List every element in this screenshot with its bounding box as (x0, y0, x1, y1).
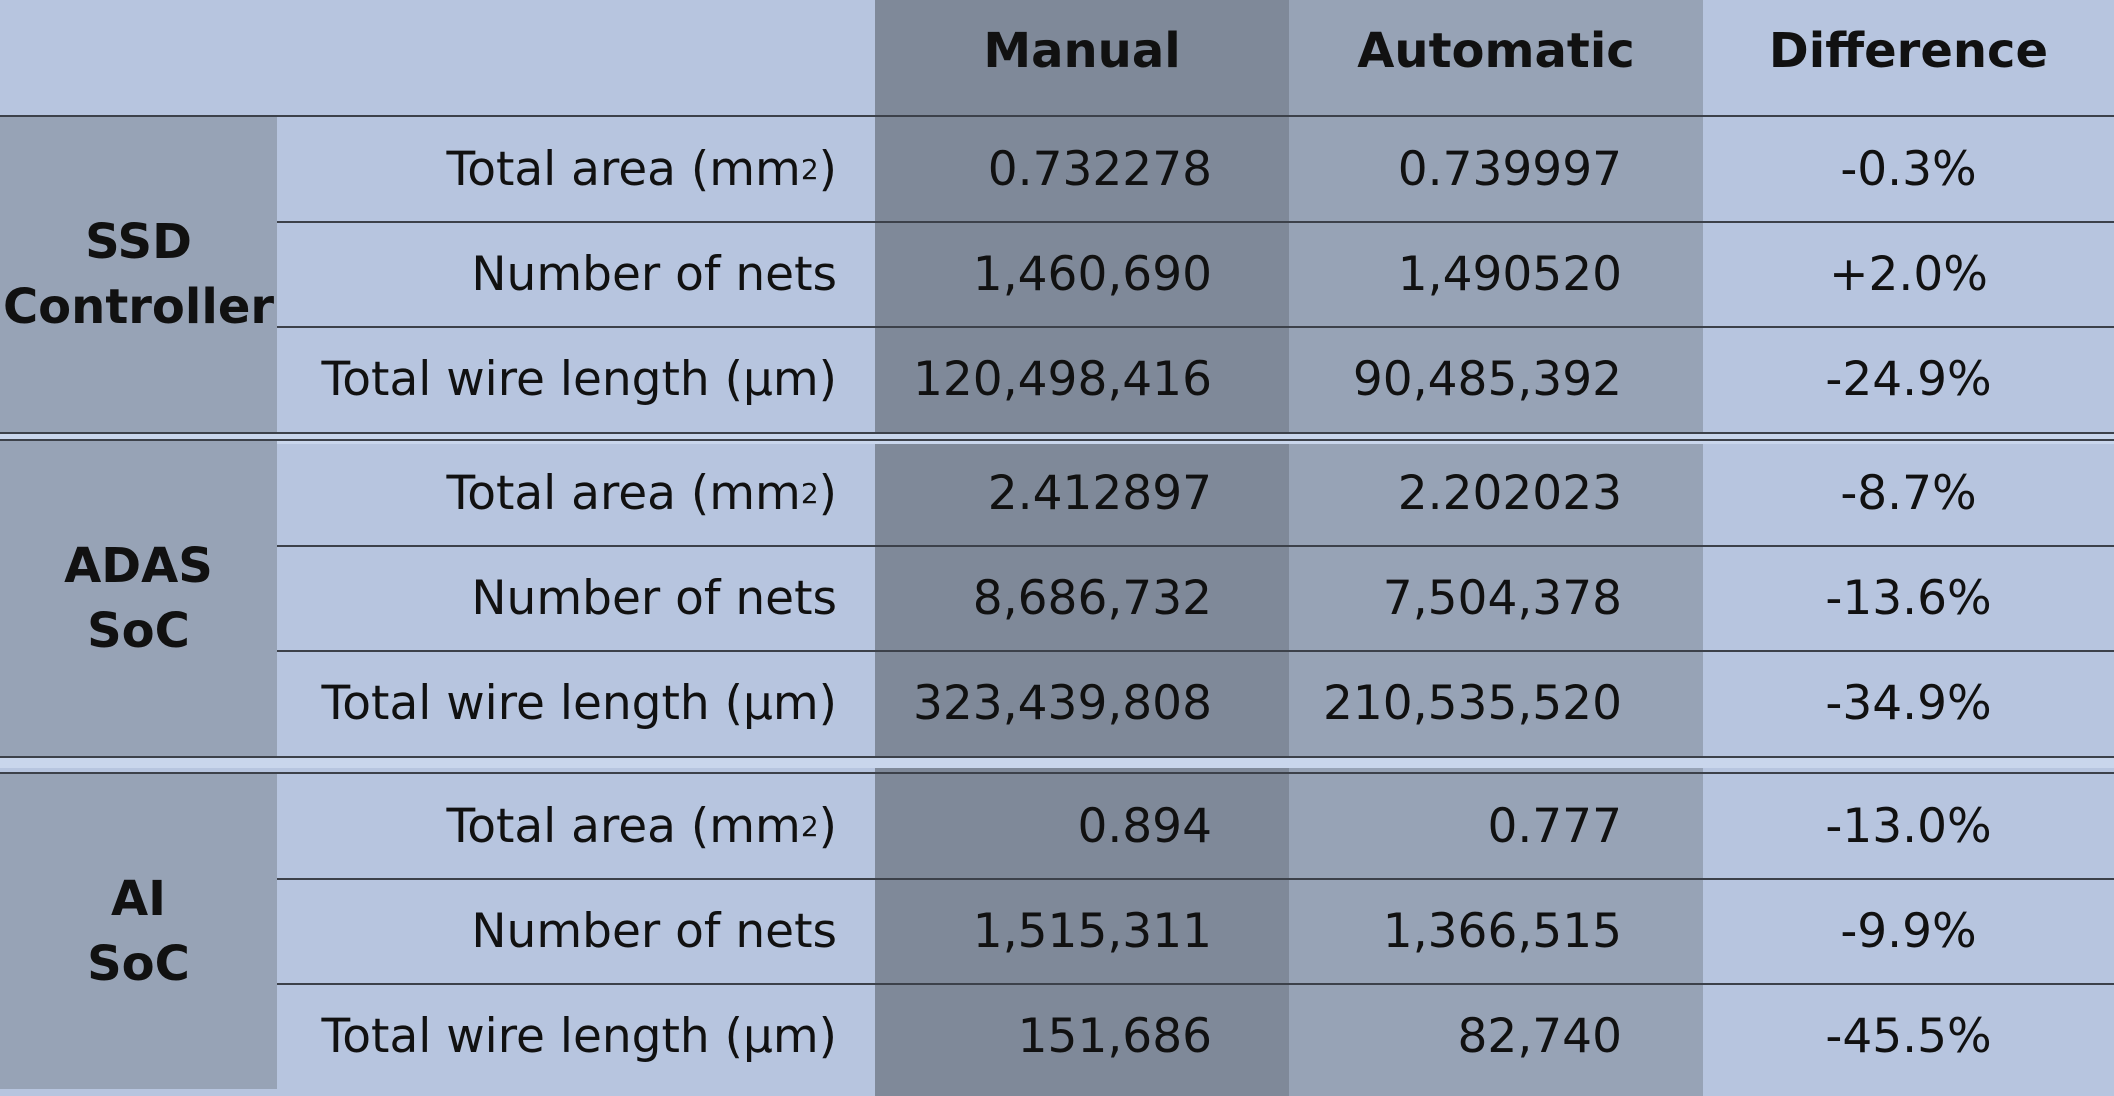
header-manual: Manual (983, 23, 1181, 79)
row-label-text: Number of nets (471, 571, 837, 626)
row-label (277, 651, 837, 756)
group-top-border (0, 772, 2114, 774)
group-top-border (0, 115, 2114, 117)
difference-value: -45.5% (1825, 1009, 1992, 1064)
group-label-line: ADAS (64, 537, 213, 594)
group-label (0, 774, 277, 1089)
automatic-value: 90,485,392 (1352, 352, 1622, 407)
difference-value: -9.9% (1840, 904, 1977, 959)
difference-value: -13.0% (1825, 799, 1992, 854)
difference-value: +2.0% (1829, 247, 1988, 302)
group-label-line: SoC (87, 935, 190, 992)
group-label-line: SSD (85, 213, 192, 270)
difference-value: -13.6% (1825, 571, 1992, 626)
manual-value: 1,460,690 (972, 247, 1212, 302)
automatic-value: 7,504,378 (1382, 571, 1622, 626)
row-label-text: Total area (mm (446, 466, 801, 521)
automatic-value: 210,535,520 (1322, 676, 1622, 731)
difference-value: -0.3% (1840, 142, 1977, 197)
row-label-text: Total area (mm (446, 799, 801, 854)
row-label-text: Total wire length (µm) (321, 676, 837, 731)
row-label-suffix: ) (818, 466, 837, 521)
row-label (277, 546, 837, 651)
group-label-line: Controller (2, 278, 275, 335)
row-label: Total area (mm 2 ) (446, 799, 837, 854)
manual-value: 2.412897 (987, 466, 1212, 521)
group-separator (0, 758, 2114, 768)
manual-value: 0.732278 (987, 142, 1212, 197)
group-label-line: AI (110, 870, 166, 927)
manual-value: 0.894 (1077, 799, 1212, 854)
group-label-line: SoC (87, 602, 190, 659)
automatic-value: 82,740 (1457, 1009, 1622, 1064)
row-label (277, 879, 837, 984)
difference-value: -24.9% (1825, 352, 1992, 407)
row-label-text: Number of nets (471, 904, 837, 959)
row-label (277, 984, 837, 1089)
row-label-text: Total area (mm (446, 142, 801, 197)
automatic-value: 0.739997 (1397, 142, 1622, 197)
row-label: Total area (mm 2 ) (446, 142, 837, 197)
manual-value: 323,439,808 (912, 676, 1212, 731)
row-label-text: Number of nets (471, 247, 837, 302)
automatic-value: 2.202023 (1397, 466, 1622, 521)
row-label-text: Total wire length (µm) (321, 1009, 837, 1064)
automatic-value: 0.777 (1487, 799, 1622, 854)
row-label-suffix: ) (818, 142, 837, 197)
difference-value: -8.7% (1840, 466, 1977, 521)
row-label: Total area (mm 2 ) (446, 466, 837, 521)
row-label-suffix: ) (818, 799, 837, 854)
manual-value: 8,686,732 (972, 571, 1212, 626)
row-label (277, 222, 837, 327)
manual-value: 1,515,311 (972, 904, 1212, 959)
difference-value: -34.9% (1825, 676, 1992, 731)
group-label (0, 441, 277, 756)
manual-value: 120,498,416 (912, 352, 1212, 407)
header-difference: Difference (1768, 23, 2049, 79)
group-label (0, 117, 277, 432)
manual-value: 151,686 (1017, 1009, 1212, 1064)
row-label-text: Total wire length (µm) (321, 352, 837, 407)
automatic-value: 1,366,515 (1382, 904, 1622, 959)
row-label (277, 327, 837, 432)
automatic-value: 1,490520 (1397, 247, 1622, 302)
header-automatic: Automatic (1357, 23, 1635, 79)
group-top-border (0, 439, 2114, 441)
